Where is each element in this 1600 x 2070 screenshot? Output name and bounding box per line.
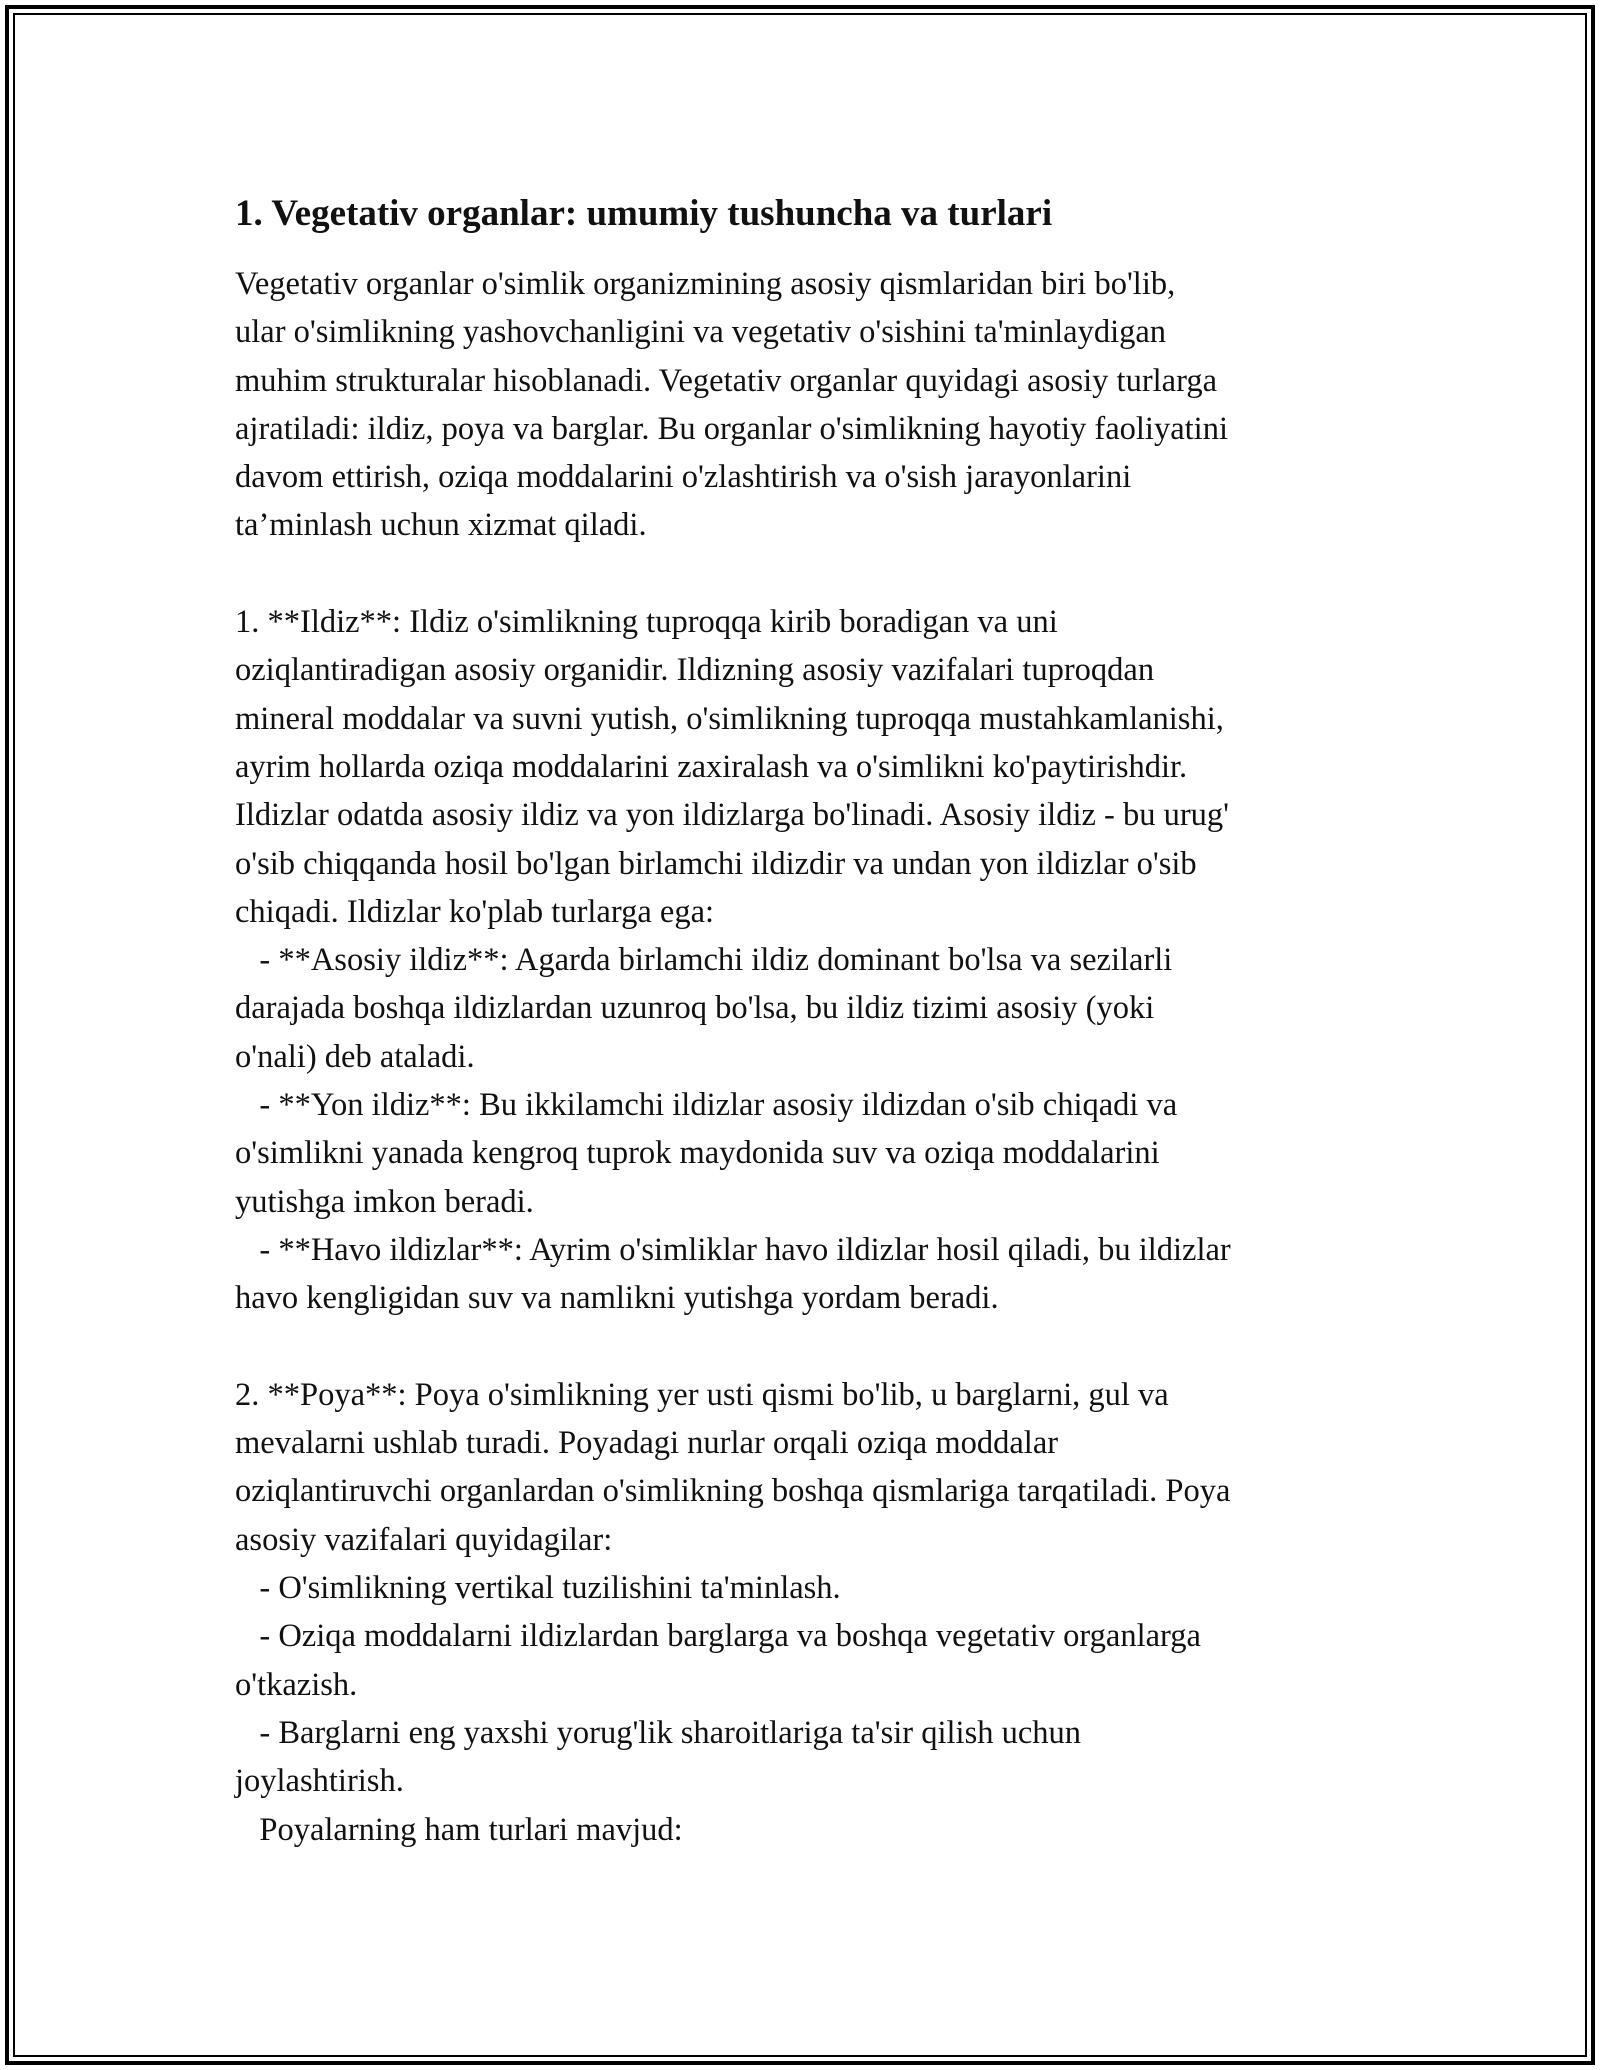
document-title: 1. Vegetativ organlar: umumiy tushuncha va turlari <box>235 193 1053 234</box>
stem-section: 2. **Poya**: Poya o'simlikning yer usti qismi bo'lib, u barglarni, gul va mevalarni ushlab turadi. Poyadagi nurlar orqali oziqa moddalar oziqlantiruvchi organlardan o'simlikning boshqa qismlariga tarqatiladi. Poya asosiy vazifalari quyidagilar: - O'simlikning vertikal tuzilishini ta'minlash. - Oziqa moddalarni ildizlardan barglarga va boshqa vegetativ organlarga o'tkazish. - Barglarni eng yaxshi yorug'lik sharoitlariga ta'sir qilish uchun joylashtirish. Poyalarning ham turlari mavjud: <box>235 1376 1231 1848</box>
document-body <box>235 188 1375 1854</box>
intro-paragraph: Vegetativ organlar o'simlik organizmining asosiy qismlaridan biri bo'lib, ular o'simlikning yashovchanligini va vegetativ o'sishini ta'minlaydigan muhim strukturalar hisoblanadi. Vegetativ organlar quyidagi asosiy turlarga ajratiladi: ildiz, poya va barglar. Bu organlar o'simlikning hayotiy faoliyatini davom ettirish, oziqa moddalarini o'zlashtirish va o'sish jarayonlarini ta’minlash uchun xizmat qiladi. <box>235 266 1228 544</box>
root-section: 1. **Ildiz**: Ildiz o'simlikning tuproqqa kirib boradigan va uni oziqlantiradigan asosiy organidir. Ildizning asosiy vazifalari tuproqdan mineral moddalar va suvni yutish, o'simlikning tuproqqa mustahkamlanishi, ayrim hollarda oziqa moddalarini zaxiralash va o'simlikni ko'paytirishdir. Ildizlar odatda asosiy ildiz va yon ildizlarga bo'linadi. Asosiy ildiz - bu urug' o'sib chiqqanda hosil bo'lgan birlamchi ildizdir va undan yon ildizlar o'sib chiqadi. Ildizlar ko'plab turlarga ega: - **Asosiy ildiz**: Agarda birlamchi ildiz dominant bo'lsa va sezilarli darajada boshqa ildizlardan uzunroq bo'lsa, bu ildiz tizimi asosiy (yoki o'nali) deb ataladi. - **Yon ildiz**: Bu ikkilamchi ildizlar asosiy ildizdan o'sib chiqadi va o'simlikni yanada kengroq tuprok maydonida suv va oziqa moddalarini yutishga imkon beradi. - **Havo ildizlar**: Ayrim o'simliklar havo ildizlar hosil qiladi, bu ildizlar havo kengligidan suv va namlikni yutishga yordam beradi. <box>235 604 1231 1317</box>
paragraph-gap <box>235 550 1375 598</box>
paragraph-gap <box>235 1323 1375 1371</box>
